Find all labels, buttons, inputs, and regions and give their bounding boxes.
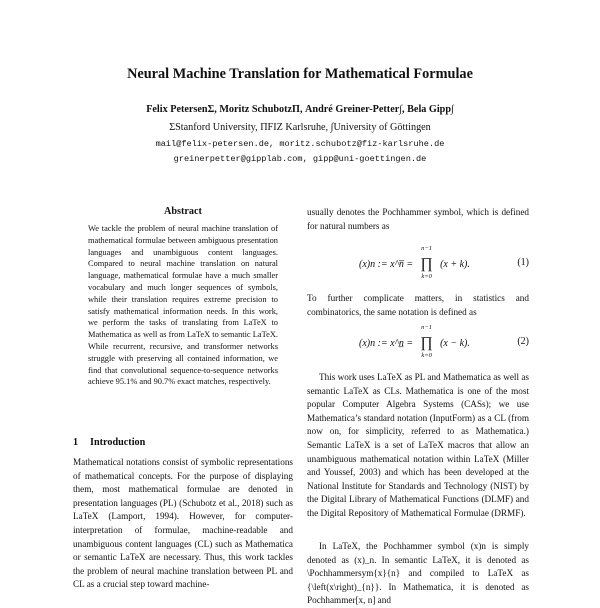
paper-title: Neural Machine Translation for Mathematical Formulae <box>127 66 473 82</box>
section-heading <box>73 437 293 448</box>
section-title: Introduction <box>90 437 146 448</box>
abstract-heading: Abstract <box>164 206 202 217</box>
affiliations: ΣStanford University, ΠFIZ Karlsruhe, ∫University of Göttingen <box>169 122 431 133</box>
right-paragraph-2: To further complicate matters, in statistics and combinatorics, the same notation is defined as <box>307 293 529 317</box>
equation-1-lhs: (x)n := x^n̅ = <box>359 258 414 270</box>
equation-2-rhs: (x − k). <box>440 337 470 349</box>
product-symbol: ∏ n−1 k=0 <box>420 324 433 359</box>
equation-2 <box>307 321 529 365</box>
author-list: Felix PetersenΣ, Moritz SchubotzΠ, André Greiner-Petter∫, Bela Gipp∫ <box>146 104 454 115</box>
right-paragraph-3: This work uses LaTeX as PL and Mathematica as well as semantic LaTeX as CLs. Mathematica is one of the most popular Computer Algebra Systems (CASs); we use Mathematica’s standard notation (InputForm) as a CL (from now on, for simplicity, referred to as Mathematica.) Semantic LaTeX is a set of LaTeX macros that allow an unambiguous mathematical notation within LaTeX (Miller and Youssef, 2003) and which has been developed at the National Institute for Standards and Technology (NIST) by the Digital Library of Mathematical Functions (DLMF) and the Digital Repository of Mathematical Formulae (DRMF). <box>307 372 529 518</box>
abstract-text: We tackle the problem of neural machine translation of mathematical formulae between ambiguous presentation languages and unambiguous content languages. Compared to neural machine translation on natural language, mathematical formulae have a much smaller vocabulary and much longer sequences of symbols, while their translation requires extreme precision to satisfy mathematical information needs. In this work, we perform the tasks of translating from LaTeX to Mathematica as well as from LaTeX to semantic LaTeX. While recurrent, recursive, and transformer networks struggle with preserving all contained information, we find that convolutional sequence-to-sequence networks achieve 95.1% and 90.7% exact matches, respectively. <box>88 224 278 387</box>
equation-1-rhs: (x + k). <box>440 258 470 270</box>
equation-1 <box>307 242 529 286</box>
introduction-text: Mathematical notations consist of symbolic representations of mathematical concepts. For the purpose of displaying them, most mathematical formulae are denoted in presentation languages (PL) (Schubotz et al., 2018) such as LaTeX (Lamport, 1994). However, for computer-interpretation of formulae, machine-readable and unambiguous content languages (CL) such as Mathematica or semantic LaTeX are necessary. Thus, this work tackles the problem of neural machine translation between PL and CL as a crucial step toward machine- <box>73 457 293 590</box>
email-line-2: greinerpetter@gipplab.com, gipp@uni-goettingen.de <box>173 154 427 164</box>
section-number: 1 <box>73 437 79 448</box>
equation-2-number: (2) <box>517 336 529 347</box>
right-paragraph-4: In LaTeX, the Pochhammer symbol (x)n is simply denoted as (x)_n. In semantic LaTeX, it is denoted as \Pochhammersym{x}{n} and compiled to LaTeX as {\left(x\right)_{n}}. In Mathematica, it is denoted as Pochhammer[x, n] and <box>307 541 529 606</box>
equation-2-lhs: (x)n := x^n̲ = <box>359 337 414 349</box>
product-symbol: ∏ n−1 k=0 <box>420 245 433 280</box>
equation-1-number: (1) <box>517 257 529 268</box>
right-paragraph-1: usually denotes the Pochhammer symbol, which is defined for natural numbers as <box>307 207 529 231</box>
email-line-1: mail@felix-petersen.de, moritz.schubotz@fiz-karlsruhe.de <box>155 139 445 149</box>
